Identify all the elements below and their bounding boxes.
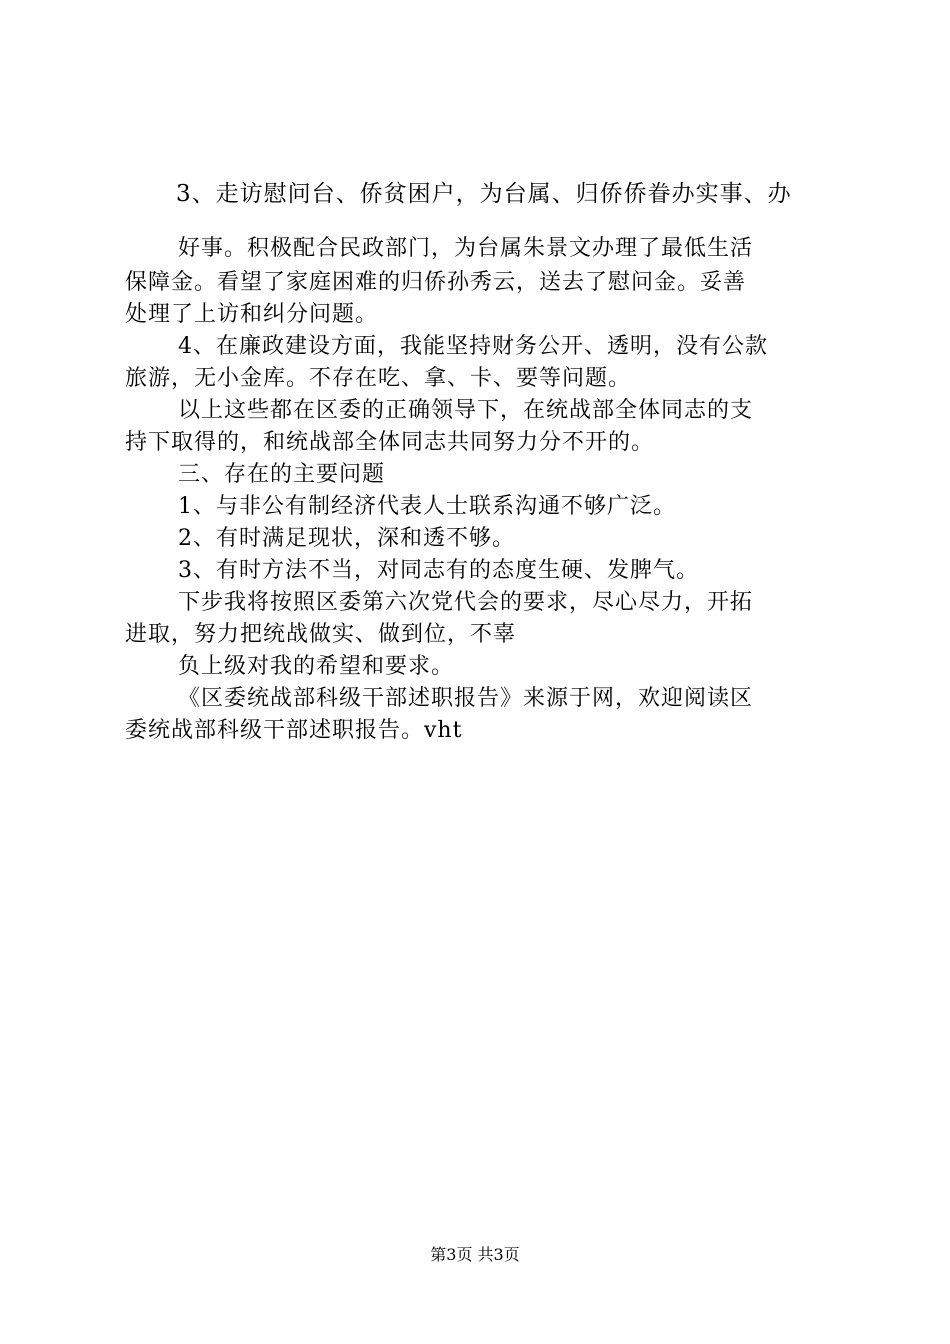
section-heading: 三、存在的主要问题 bbox=[178, 462, 386, 487]
paragraph-line: 《区委统战部科级干部述职报告》来源于网，欢迎阅读区 bbox=[178, 686, 754, 711]
paragraph-line: 处理了上访和纠分问题。 bbox=[125, 302, 379, 327]
paragraph-line: 1、与非公有制经济代表人士联系沟通不够广泛。 bbox=[178, 494, 676, 519]
paragraph-line: 以上这些都在区委的正确领导下，在统战部全体同志的支 bbox=[178, 398, 754, 423]
paragraph-line: 委统战部科级干部述职报告。vht bbox=[125, 718, 463, 743]
paragraph-line: 2、有时满足现状，深和透不够。 bbox=[178, 526, 515, 551]
paragraph-line: 进取，努力把统战做实、做到位，不辜 bbox=[125, 622, 517, 647]
page-footer: 第3页 共3页 bbox=[430, 1245, 520, 1264]
paragraph-line: 保障金。看望了家庭困难的归侨孙秀云，送去了慰问金。妥善 bbox=[125, 270, 747, 295]
paragraph-line: 3、走访慰问台、侨贫困户，为台属、归侨侨眷办实事、办 bbox=[176, 181, 792, 207]
paragraph-line: 旅游，无小金库。不存在吃、拿、卡、要等问题。 bbox=[125, 366, 632, 391]
paragraph-line: 4、在廉政建设方面，我能坚持财务公开、透明，没有公款 bbox=[178, 334, 768, 359]
paragraph-line: 下步我将按照区委第六次党代会的要求，尽心尽力，开拓 bbox=[178, 590, 754, 615]
paragraph-line: 持下取得的，和统战部全体同志共同努力分不开的。 bbox=[125, 430, 655, 455]
paragraph-line: 3、有时方法不当，对同志有的态度生硬、发脾气。 bbox=[178, 558, 699, 583]
paragraph-line: 好事。积极配合民政部门，为台属朱景文办理了最低生活 bbox=[178, 236, 754, 261]
paragraph-line: 负上级对我的希望和要求。 bbox=[178, 654, 455, 679]
